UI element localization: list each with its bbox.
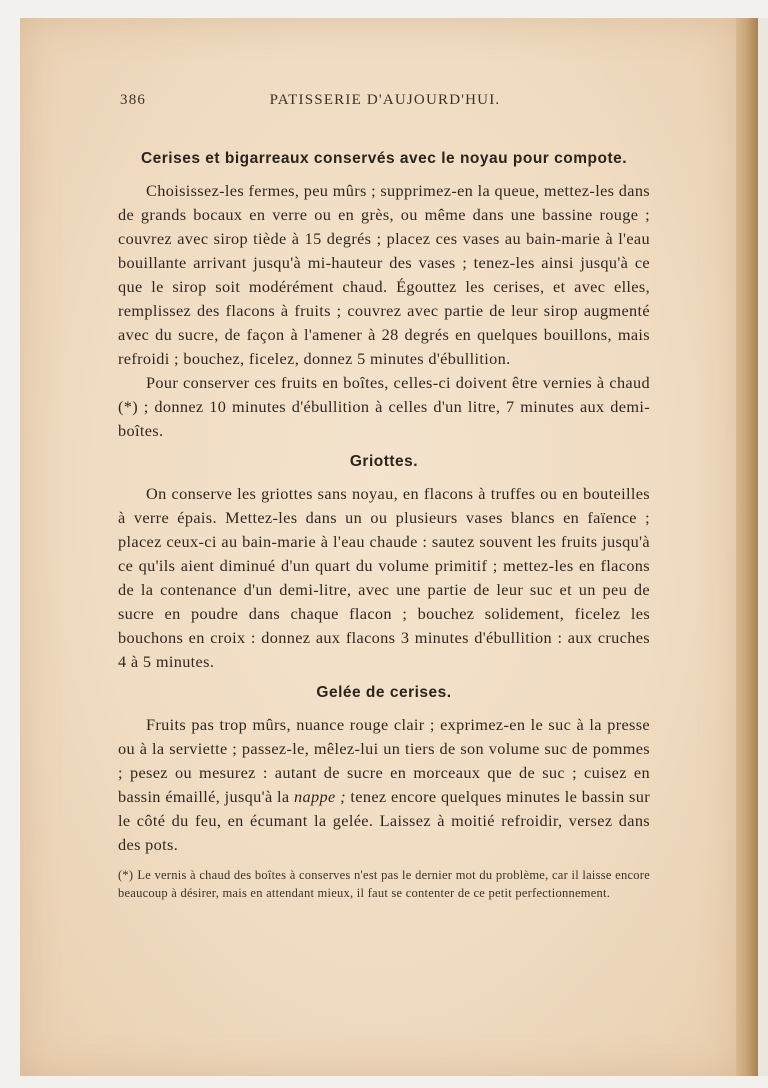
page-number: 386 (120, 92, 147, 108)
page-body (118, 148, 650, 902)
footnote (118, 866, 650, 902)
paragraph-cerises-boxes: Pour conserver ces fruits en boîtes, celles-ci doivent être vernies à chaud (*) ; donnez 10 minutes d'ébullition à celles d'un litre, 7 minutes aux demi-boîtes. (118, 373, 650, 440)
running-header (120, 92, 650, 114)
gelee-text-end: tenez encore quelques minutes le bassin sur le côté du feu, en écumant la gelée. Laissez à moitié refroidir, versez dans des pots. (118, 787, 651, 854)
heading-gelee: Gelée de cerises. (316, 684, 452, 701)
gelee-text-start: Fruits pas trop mûrs, nuance rouge clair ; exprimez-en le suc à la presse ou à la serviette ; passez-le, mêlez-lui un tiers de son volume suc de pommes ; pesez ou mesurez : autant de sucre en morceaux que de suc ; cuisez en bassin émaillé, jusqu'à la (118, 715, 650, 806)
paragraph-cerises-method: Choisissez-les fermes, peu mûrs ; supprimez-en la queue, mettez-les dans de grands bocaux en verre ou en grès, ou même dans une bassine rouge ; couvrez avec sirop tiède à 15 degrés ; placez ces vases au bain-marie à l'eau bouillante arrivant jusqu'à mi-hauteur des vases ; tenez-les ainsi jusqu'à ce que le sirop soit modérément chaud. Égouttez les cerises, et avec elles, remplissez des flacons à fruits ; couvrez avec partie de leur sirop augmenté avec du sucre, de façon à l'amener à 28 degrés en quelques bouillons, mais refroidi ; bouchez, ficelez, donnez 5 minutes d'ébullition. (118, 181, 650, 368)
footnote-marker: (*) (118, 868, 134, 882)
heading-griottes: Griottes. (349, 453, 419, 470)
footnote-text: Le vernis à chaud des boîtes à conserves n'est pas le dernier mot du problème, car il laisse encore beaucoup à désirer, mais en attendant mieux, il faut se contenter de ce petit perfectionnement. (118, 868, 650, 900)
heading-cerises: Cerises et bigarreaux conservés avec le noyau pour compote. (140, 150, 628, 167)
paragraph-gelee (118, 713, 650, 857)
paragraph-griottes: On conserve les griottes sans noyau, en flacons à truffes ou en bouteilles à verre épais. Mettez-les dans un ou plusieurs vases blancs en faïence ; placez ceux-ci au bain-marie à l'eau chaude : sautez souvent les fruits jusqu'à ce qu'ils aient diminué d'un quart du volume primitif ; mettez-les en flacons de la contenance d'un demi-litre, avec une partie de leur suc et un peu de sucre en poudre dans chaque flacon ; bouchez solidement, ficelez les bouchons en croix : donnez aux flacons 3 minutes d'ébullition : aux cruches 4 à 5 minutes. (118, 484, 650, 671)
scan-margin (758, 18, 768, 1076)
running-title: PATISSERIE D'AUJOURD'HUI. (269, 92, 501, 108)
gelee-italic-term: nappe ; (294, 787, 346, 806)
